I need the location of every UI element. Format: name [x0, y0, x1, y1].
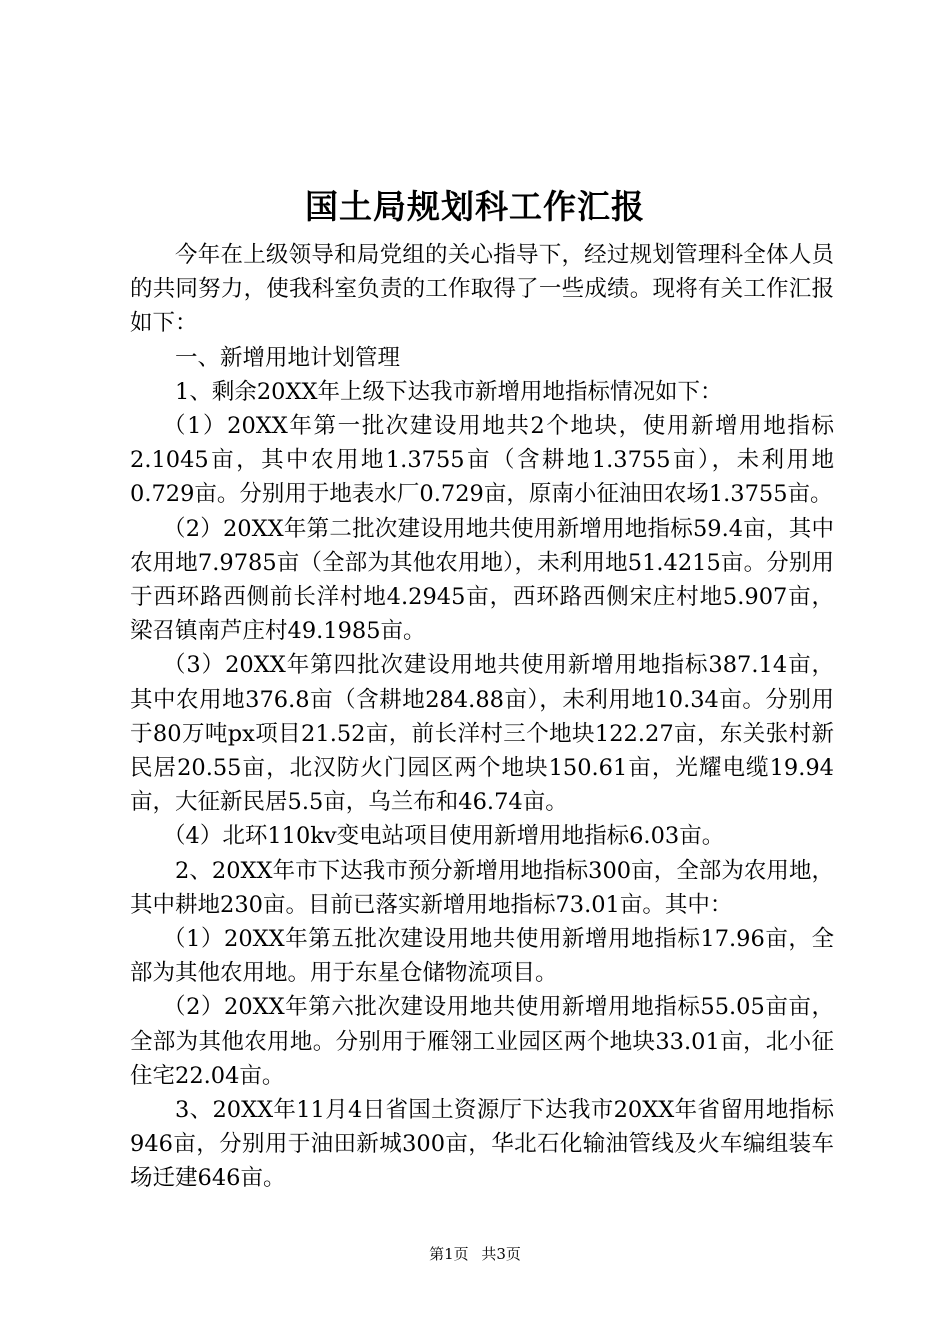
paragraph-item-1-1: （1）20XX年第一批次建设用地共2个地块，使用新增用地指标2.1045亩，其中农用地1.3755亩（含耕地1.3755亩），未利用地0.729亩。分别用于地表水厂0.729亩，原南小征油田农场1.3755亩。 [130, 413, 834, 508]
page-total: 共3页 [481, 1245, 521, 1263]
page-footer [0, 1244, 950, 1264]
page-number: 第1页 [429, 1245, 469, 1263]
section-heading-1: 一、新增用地计划管理 [175, 344, 401, 371]
paragraph-intro: 今年在上级领导和局党组的关心指导下，经过规划管理科全体人员的共同努力，使我科室负责的工作取得了一些成绩。现将有关工作汇报如下： [130, 242, 834, 337]
paragraph-item-2-1: （1）20XX年第五批次建设用地共使用新增用地指标17.96亩，全部为其他农用地。用于东星仓储物流项目。 [130, 926, 834, 987]
document-body [130, 238, 834, 1196]
paragraph-item-1-4: （4）北环110kv变电站项目使用新增用地指标6.03亩。 [163, 823, 725, 850]
subsection-heading-2: 2、20XX年市下达我市预分新增用地指标300亩，全部为农用地，其中耕地230亩。目前已落实新增用地指标73.01亩。其中： [130, 857, 834, 918]
paragraph-item-2-2: （2）20XX年第六批次建设用地共使用新增用地指标55.05亩亩，全部为其他农用地。分别用于雁翎工业园区两个地块33.01亩，北小征住宅22.04亩。 [130, 994, 834, 1089]
subsection-heading-1: 1、剩余20XX年上级下达我市新增用地指标情况如下： [175, 378, 723, 405]
subsection-heading-3: 3、20XX年11月4日省国土资源厅下达我市20XX年省留用地指标946亩，分别用于油田新城300亩，华北石化输油管线及火车编组装车场迁建646亩。 [130, 1097, 834, 1192]
paragraph-item-1-3: （3）20XX年第四批次建设用地共使用新增用地指标387.14亩，其中农用地376.8亩（含耕地284.88亩），未利用地10.34亩。分别用于80万吨px项目21.52亩，前长洋村三个地块122.27亩，东关张村新民居20.55亩，北汉防火门园区两个地块150.61亩，光耀电缆19.94亩，大征新民居5.5亩，乌兰布和46.74亩。 [130, 652, 834, 816]
paragraph-item-1-2: （2）20XX年第二批次建设用地共使用新增用地指标59.4亩，其中农用地7.9785亩（全部为其他农用地），未利用地51.4215亩。分别用于西环路西侧前长洋村地4.2945亩，西环路西侧宋庄村地5.907亩，梁召镇南芦庄村49.1985亩。 [130, 515, 834, 645]
document-title: 国土局规划科工作汇报 [305, 187, 645, 226]
